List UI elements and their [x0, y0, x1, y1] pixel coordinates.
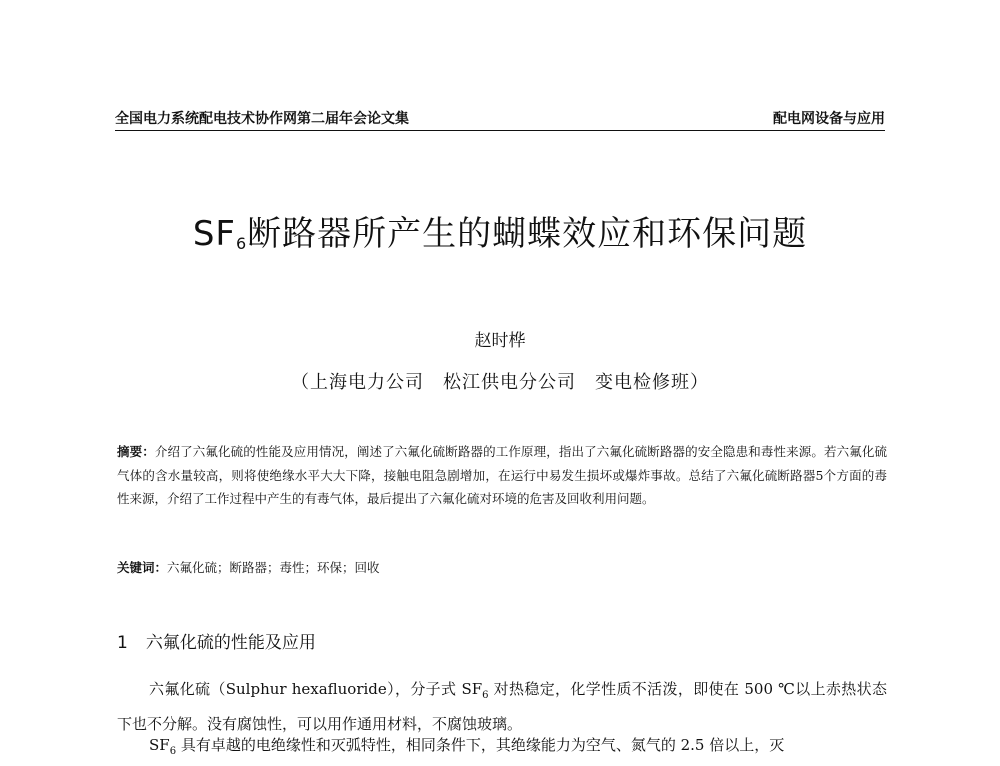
paragraph-2-subscript: 6	[169, 746, 177, 757]
abstract	[117, 440, 887, 511]
abstract-text: 介绍了六氟化硫的性能及应用情况，阐述了六氟化硫断路器的工作原理，指出了六氟化硫断路器的安全隐患和毒性来源。若六氟化硫气体的含水量较高，则将使绝缘水平大大下降，接触电阻急剧增加，在运行中易发生损坏或爆炸事故。总结了六氟化硫断路器5个方面的毒性来源，介绍了工作过程中产生的有毒气体，最后提出了六氟化硫对环境的危害及回收利用问题。	[117, 444, 887, 506]
keywords-text: 六氟化硫；断路器；毒性；环保；回收	[167, 560, 380, 575]
abstract-label: 摘要：	[117, 444, 155, 459]
section-title: 六氟化硫的性能及应用	[145, 633, 316, 653]
section-heading	[117, 628, 316, 653]
paragraph-1-part-b: 对热稳定，化学性质不活泼，即使在 500 ℃以上赤热状态下也不分解。没有腐蚀性，可以用作通用材料，不腐蚀玻璃。	[117, 680, 887, 733]
author-name: 赵时桦	[474, 331, 526, 351]
paragraph-2-part-a: SF	[149, 736, 170, 754]
keywords	[117, 558, 887, 576]
title-subscript: 6	[235, 234, 248, 253]
paper-title	[0, 206, 1000, 255]
paragraph-2	[149, 731, 887, 766]
paragraph-1-subscript: 6	[482, 690, 489, 701]
paragraph-1-part-a: 六氟化硫（Sulphur hexafluoride），分子式 SF	[149, 680, 483, 698]
running-header	[115, 106, 885, 131]
header-section-name: 配电网设备与应用	[773, 111, 885, 127]
paragraph-1	[117, 675, 887, 738]
title-rest: 断路器所产生的蝴蝶效应和环保问题	[247, 214, 808, 254]
keywords-label: 关键词：	[117, 560, 168, 575]
paragraph-2-part-b: 具有卓越的电绝缘性和灭弧特性，相同条件下，其绝缘能力为空气、氮气的 2.5 倍以上，灭	[176, 736, 785, 754]
section-number: 1	[117, 633, 128, 653]
title-prefix: SF	[192, 214, 236, 254]
header-proceedings-title: 全国电力系统配电技术协作网第二届年会论文集	[115, 111, 409, 127]
author-affiliation: （上海电力公司 松江供电分公司 变电检修班）	[291, 372, 709, 393]
